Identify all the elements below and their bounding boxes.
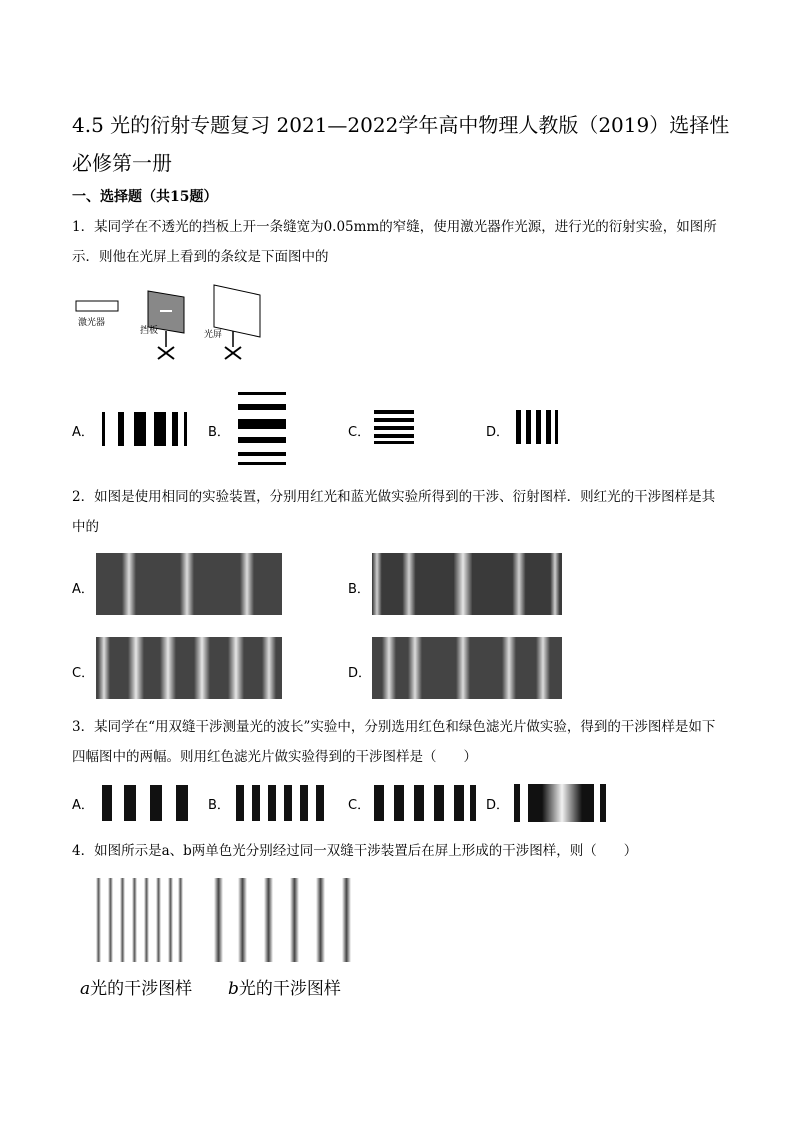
label-screen: 光屏 xyxy=(204,330,223,340)
a-light-caption xyxy=(80,974,192,999)
q3-option-c-pattern xyxy=(372,785,478,821)
b-light-caption xyxy=(228,974,341,999)
q1-option-a-label: A． xyxy=(72,425,94,440)
q1-option-d-label: D． xyxy=(486,425,510,440)
question-1-text: 1．某同学在不透光的挡板上开一条缝宽为0.05mm的窄缝，使用激光器作光源，进行光的衍射实验，如图所示．则他在光屏上看到的条纹是下面图中的 xyxy=(72,219,717,265)
b-light-interference-pattern xyxy=(214,878,354,962)
question-3-text: 3．某同学在“用双缝干涉测量光的波长”实验中，分别选用红色和绿色滤光片做实验，得到的干涉图样是如下四幅图中的两幅。则用红色滤光片做实验得到的干涉图样是（ ） xyxy=(72,719,716,765)
a-letter: a xyxy=(80,979,91,999)
q1-option-a-pattern xyxy=(100,412,190,448)
q3-option-a-pattern xyxy=(98,785,194,821)
q2-option-b-pattern xyxy=(372,553,562,615)
label-laser: 激光器 xyxy=(78,318,106,328)
a-caption-text: 光的干涉图样 xyxy=(90,979,193,999)
q2-option-d-label: D． xyxy=(348,666,372,681)
a-light-interference-pattern xyxy=(96,878,186,962)
q2-option-b-label: B． xyxy=(348,582,370,597)
q3-option-b-label: B． xyxy=(208,798,230,813)
q2-option-d-pattern xyxy=(372,637,562,699)
label-baffle: 挡板 xyxy=(140,326,159,336)
b-caption-text: 光的干涉图样 xyxy=(238,979,341,999)
q2-option-c-label: C． xyxy=(72,666,95,681)
q3-option-d-label: D． xyxy=(486,798,510,813)
q3-option-c-label: C． xyxy=(348,798,371,813)
q1-option-d-pattern xyxy=(516,410,558,444)
question-4-text: 4．如图所示是a、b两单色光分别经过同一双缝干涉装置后在屏上形成的干涉图样，则（ ） xyxy=(72,843,638,859)
page-title: 4.5 光的衍射专题复习 2021—2022学年高中物理人教版（2019）选择性必修第一册 xyxy=(72,113,730,175)
q2-option-a-pattern xyxy=(96,553,282,615)
q1-option-b-label: B． xyxy=(208,425,230,440)
q3-option-b-pattern xyxy=(234,785,330,821)
b-letter: b xyxy=(228,979,239,999)
laser-slit-screen-diagram xyxy=(76,285,276,365)
section-heading: 一、选择题（共15题） xyxy=(72,189,218,205)
q1-option-c-label: C． xyxy=(348,425,371,440)
q1-option-c-pattern xyxy=(374,410,416,444)
q3-option-a-label: A． xyxy=(72,798,94,813)
q1-option-b-pattern xyxy=(238,392,288,466)
q3-option-d-pattern xyxy=(510,784,610,822)
question-2-text: 2．如图是使用相同的实验装置，分别用红光和蓝光做实验所得到的干涉、衍射图样．则红光的干涉图样是其中的 xyxy=(72,489,716,535)
q2-option-c-pattern xyxy=(96,637,282,699)
q2-option-a-label: A． xyxy=(72,582,94,597)
